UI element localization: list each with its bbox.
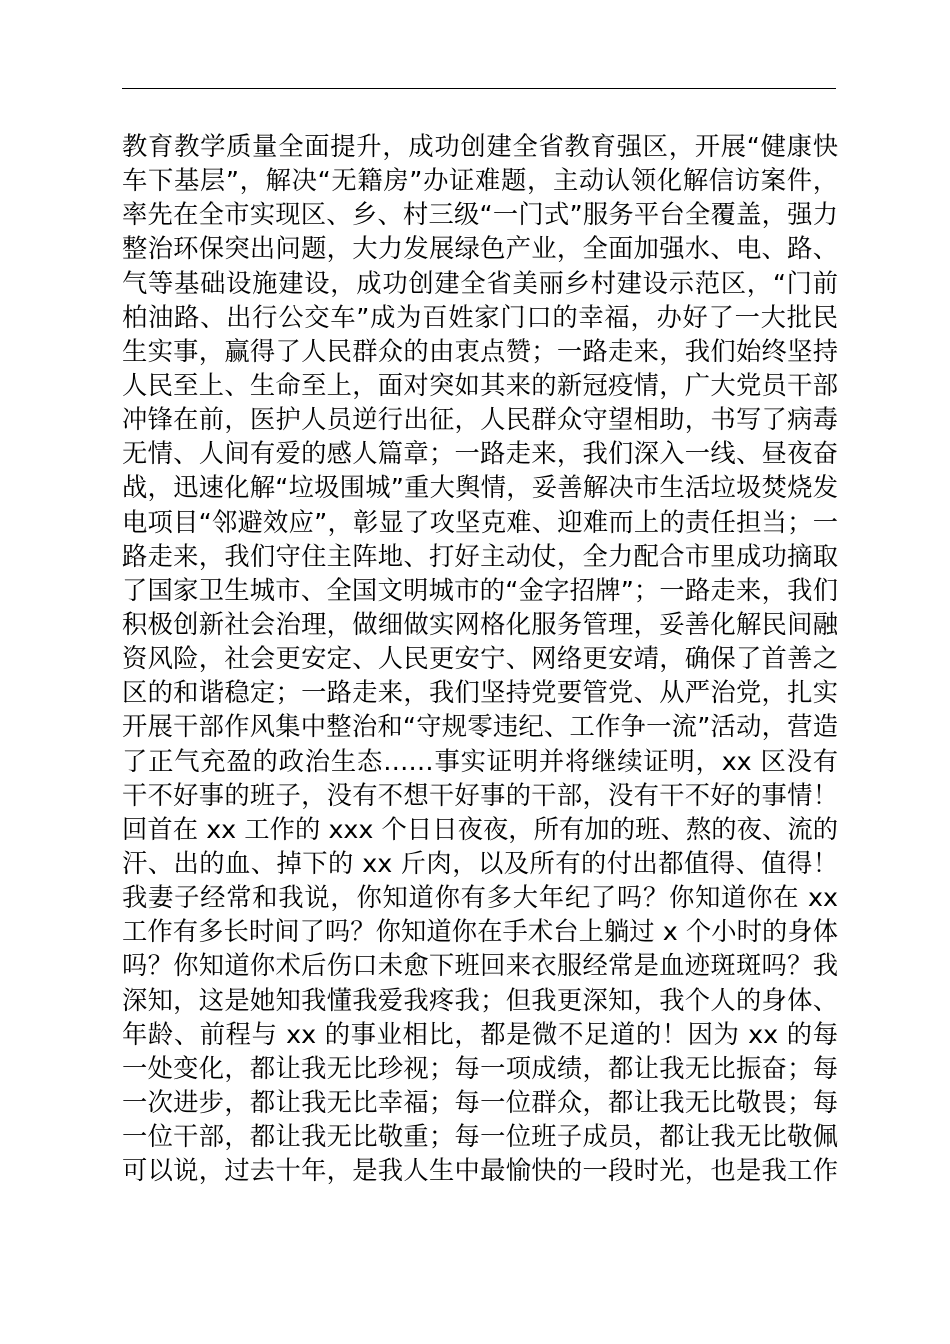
text-line: 整治环保突出问题，大力发展绿色产业，全面加强水、电、路、 bbox=[122, 234, 838, 264]
text-line: 可以说，过去十年，是我人生中最愉快的一段时光，也是我工作 bbox=[122, 1156, 838, 1186]
text-line: 教育教学质量全面提升，成功创建全省教育强区，开展“健康快 bbox=[122, 132, 838, 161]
body-text bbox=[122, 130, 838, 1188]
text-line: 干不好事的班子，没有不想干好事的干部，没有干不好的事情！ bbox=[122, 780, 838, 810]
text-line: 一处变化，都让我无比珍视；每一项成绩，都让我无比振奋；每 bbox=[122, 1053, 838, 1083]
text-line: 汗、出的血、掉下的 xx 斤肉，以及所有的付出都值得、值得！ bbox=[122, 848, 838, 878]
text-line: 气等基础设施建设，成功创建全省美丽乡村建设示范区，“门前 bbox=[122, 268, 838, 298]
text-line: 车下基层”，解决“无籍房”办证难题，主动认领化解信访案件， bbox=[122, 166, 838, 196]
text-line: 回首在 xx 工作的 xxx 个日日夜夜，所有加的班、熬的夜、流的 bbox=[122, 814, 838, 844]
text-line: 电项目“邻避效应”，彰显了攻坚克难、迎难而上的责任担当；一 bbox=[122, 507, 838, 537]
text-line: 工作有多长时间了吗？你知道你在手术台上躺过 x 个小时的身体 bbox=[122, 917, 838, 947]
text-line: 了正气充盈的政治生态……事实证明并将继续证明，xx 区没有 bbox=[122, 746, 838, 776]
text-line: 生实事，赢得了人民群众的由衷点赞；一路走来，我们始终坚持 bbox=[122, 336, 838, 366]
text-line: 开展干部作风集中整治和“守规零违纪、工作争一流”活动，营造 bbox=[122, 712, 838, 742]
text-line: 吗？你知道你术后伤口未愈下班回来衣服经常是血迹斑斑吗？我 bbox=[122, 951, 838, 981]
text-line: 区的和谐稳定；一路走来，我们坚持党要管党、从严治党，扎实 bbox=[122, 678, 838, 708]
text-line: 一位干部，都让我无比敬重；每一位班子成员，都让我无比敬佩 bbox=[122, 1122, 838, 1152]
text-line: 路走来，我们守住主阵地、打好主动仗，全力配合市里成功摘取 bbox=[122, 541, 838, 571]
text-line: 无情、人间有爱的感人篇章；一路走来，我们深入一线、昼夜奋 bbox=[122, 439, 838, 469]
text-line: 积极创新社会治理，做细做实网格化服务管理，妥善化解民间融 bbox=[122, 609, 838, 639]
text-line: 人民至上、生命至上，面对突如其来的新冠疫情，广大党员干部 bbox=[122, 370, 838, 400]
text-line: 战，迅速化解“垃圾围城”重大舆情，妥善解决市生活垃圾焚烧发 bbox=[122, 473, 838, 503]
header-rule bbox=[122, 88, 836, 89]
text-line: 柏油路、出行公交车”成为百姓家门口的幸福，办好了一大批民 bbox=[122, 302, 838, 332]
text-line: 冲锋在前，医护人员逆行出征，人民群众守望相助，书写了病毒 bbox=[122, 405, 838, 435]
text-line: 一次进步，都让我无比幸福；每一位群众，都让我无比敬畏；每 bbox=[122, 1087, 838, 1117]
text-line: 率先在全市实现区、乡、村三级“一门式”服务平台全覆盖，强力 bbox=[122, 200, 838, 230]
text-line: 我妻子经常和我说，你知道你有多大年纪了吗？你知道你在 xx bbox=[122, 883, 838, 913]
text-line: 年龄、前程与 xx 的事业相比，都是微不足道的！因为 xx 的每 bbox=[122, 1019, 838, 1049]
text-line: 深知，这是她知我懂我爱我疼我；但我更深知，我个人的身体、 bbox=[122, 985, 838, 1015]
text-line: 资风险，社会更安定、人民更安宁、网络更安靖，确保了首善之 bbox=[122, 644, 838, 674]
text-line: 了国家卫生城市、全国文明城市的“金字招牌”；一路走来，我们 bbox=[122, 575, 838, 605]
